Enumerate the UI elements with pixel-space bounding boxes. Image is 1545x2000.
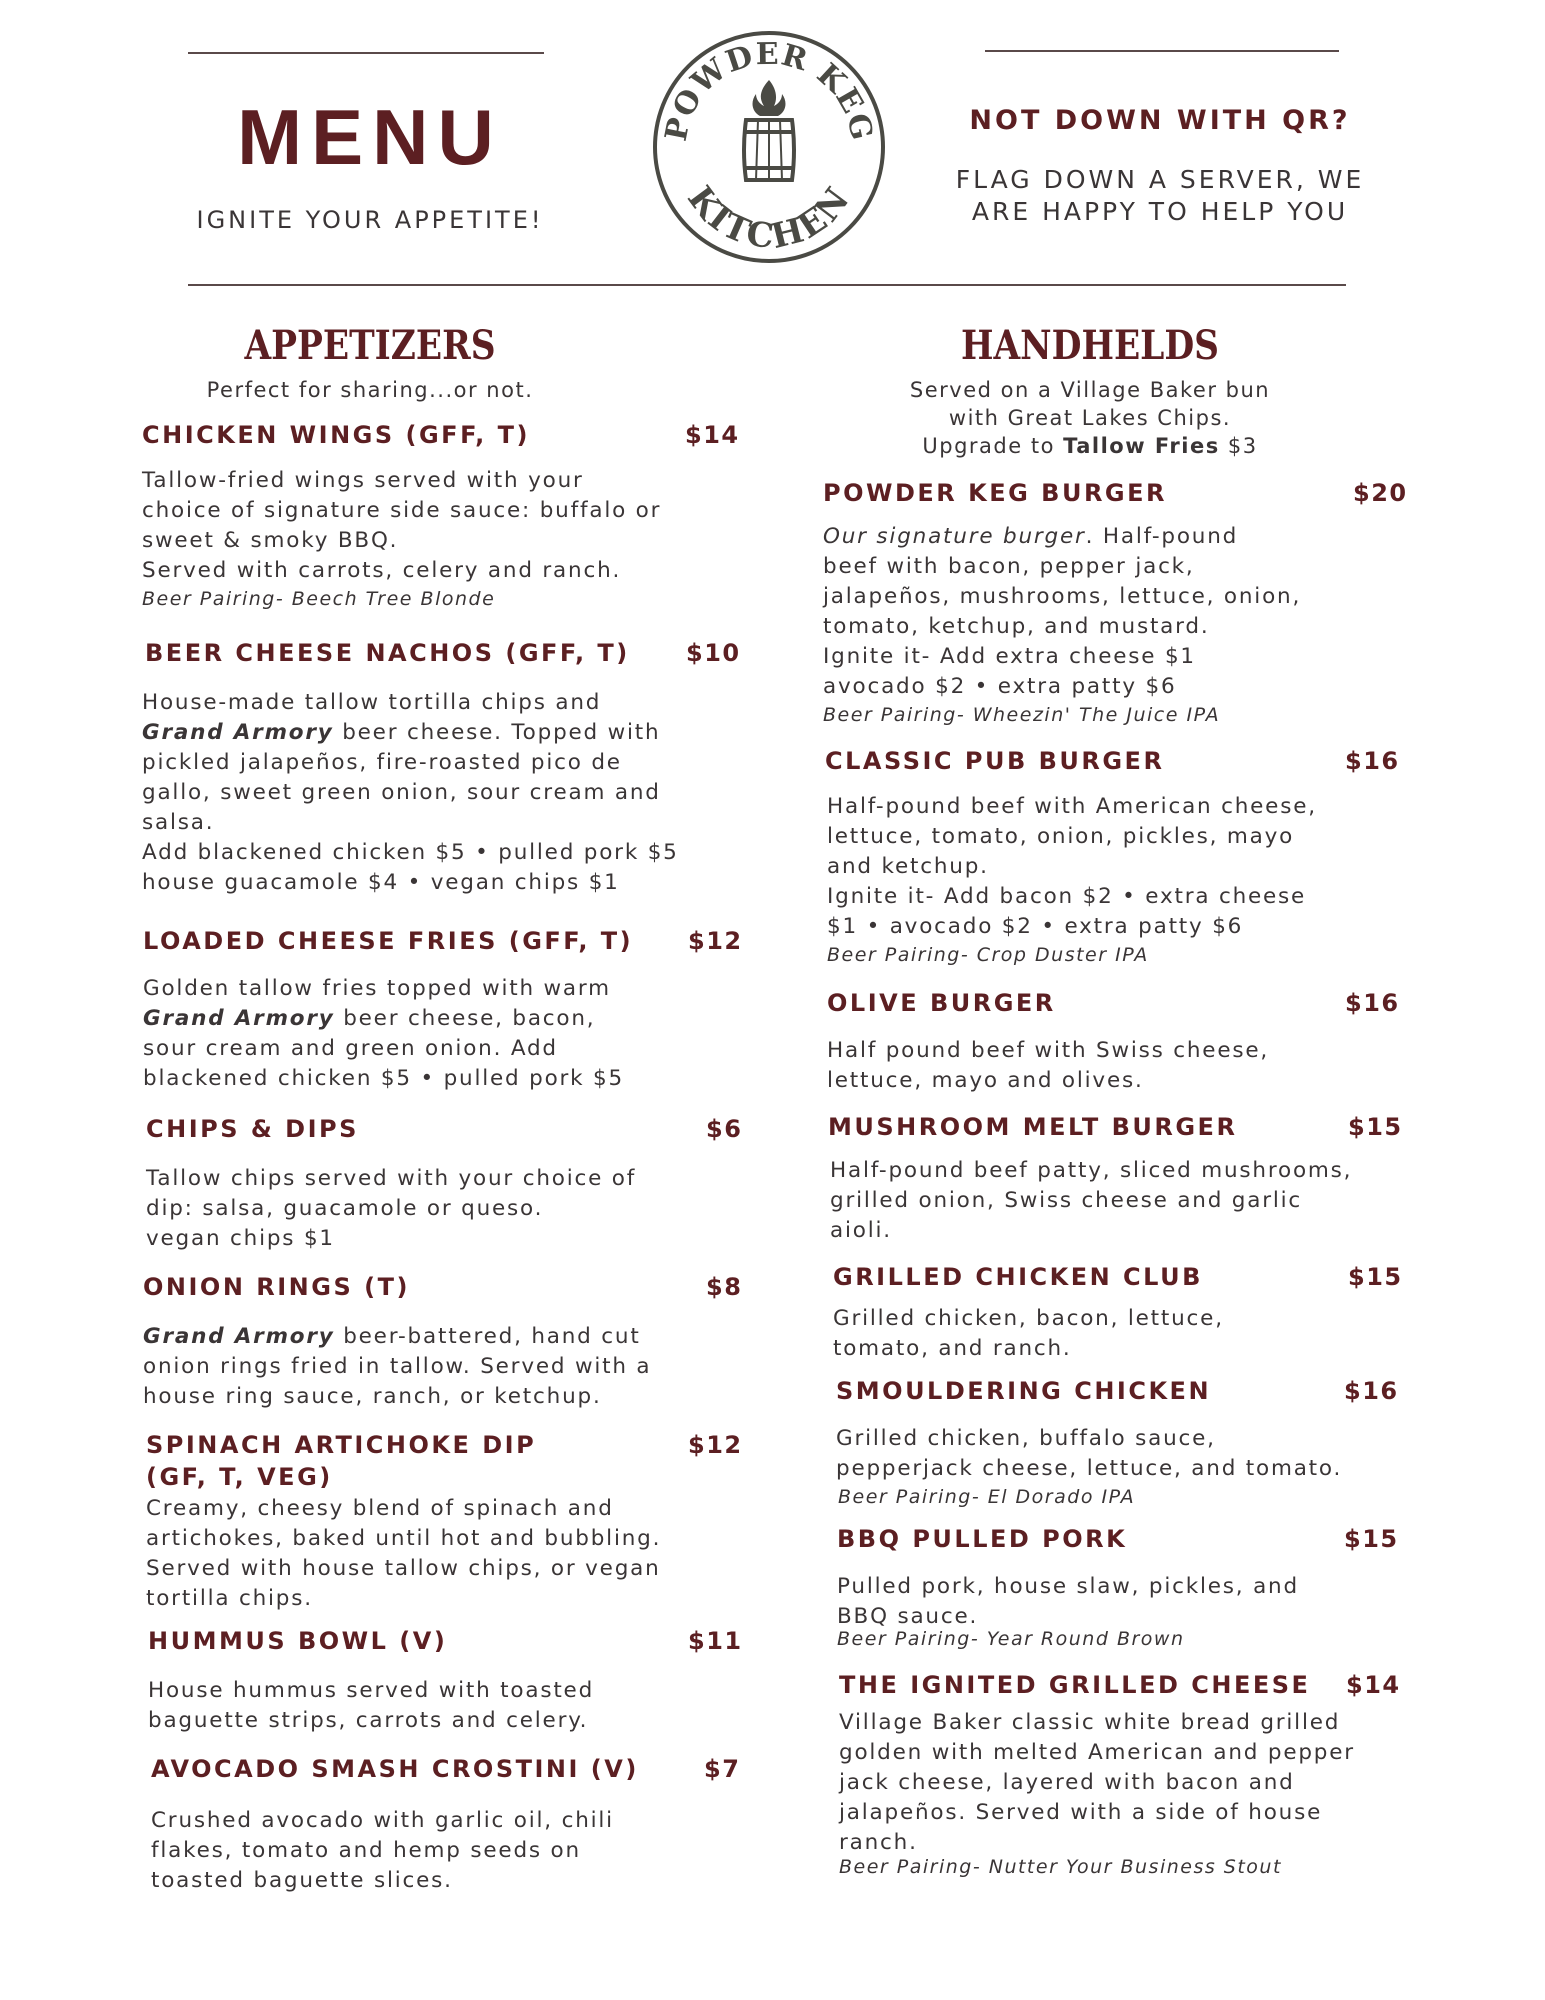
menu-item: [151, 1754, 751, 1896]
item-price: $8: [706, 1273, 743, 1301]
menu-item: [146, 1114, 746, 1254]
logo-top-text: POWDER KEG: [658, 36, 880, 145]
menu-tagline: IGNITE YOUR APPETITE!: [196, 206, 544, 234]
item-name: MUSHROOM MELT BURGER: [828, 1113, 1238, 1141]
item-name: SMOULDERING CHICKEN: [836, 1377, 1212, 1405]
item-description: Tallow-fried wings served with your choice of signature side sauce: buffalo or sweet & smoky BBQ. Served with carrots, celery and ranch.: [142, 468, 662, 583]
item-price: $20: [1353, 479, 1408, 507]
item-description: Grilled chicken, bacon, lettuce, tomato, and ranch.: [833, 1306, 1224, 1361]
item-name: OLIVE BURGER: [827, 989, 1056, 1017]
menu-item: [146, 1430, 746, 1614]
qr-text-line-1: FLAG DOWN A SERVER, WE: [955, 165, 1365, 194]
item-name: HUMMUS BOWL (V): [148, 1627, 448, 1655]
menu-title: MENU: [237, 93, 503, 181]
item-description: House-made tallow tortilla chips and Grand Armory beer cheese. Topped with pickled jalapeños, fire-roasted pico de gallo, sweet green onion, sour cream and salsa. Add blackened chicken $5 • pulled pork $5 house guacamole $4 • vegan chips $1: [142, 690, 679, 895]
item-price: $16: [1345, 989, 1400, 1017]
item-description: Pulled pork, house slaw, pickles, and BBQ sauce.: [837, 1574, 1299, 1629]
menu-item: [148, 1626, 748, 1736]
item-price: $14: [1346, 1671, 1401, 1699]
item-name: CHICKEN WINGS (GFF, T): [142, 421, 530, 449]
item-description: Grand Armory beer-battered, hand cut onion rings fried in tallow. Served with a house ring sauce, ranch, or ketchup.: [143, 1324, 652, 1409]
item-price: $14: [685, 421, 740, 449]
header-rule-bottom: [188, 284, 1346, 286]
item-price: $15: [1348, 1263, 1403, 1291]
item-description: Creamy, cheesy blend of spinach and artichokes, baked until hot and bubbling. Served with house tallow chips, or vegan tortilla chips.: [146, 1496, 662, 1611]
item-price: $15: [1344, 1525, 1399, 1553]
menu-item: [827, 988, 1427, 1096]
qr-text-line-2: ARE HAPPY TO HELP YOU: [971, 197, 1349, 226]
svg-text:KITCHEN: [679, 179, 858, 257]
item-description: Golden tallow fries topped with warm Grand Armory beer cheese, bacon, sour cream and green onion. Add blackened chicken $5 • pulled pork $5: [143, 976, 624, 1091]
item-name: GRILLED CHICKEN CLUB: [833, 1263, 1203, 1291]
item-price: $15: [1348, 1113, 1403, 1141]
item-price: $6: [706, 1115, 743, 1143]
item-price: $12: [688, 927, 743, 955]
qr-heading: NOT DOWN WITH QR?: [969, 105, 1351, 136]
item-name: CHIPS & DIPS: [146, 1115, 359, 1143]
menu-item: [142, 420, 742, 612]
item-name: BBQ PULLED PORK: [837, 1525, 1128, 1553]
item-name: ONION RINGS (T): [143, 1273, 410, 1301]
item-description: Half-pound beef patty, sliced mushrooms, grilled onion, Swiss cheese and garlic aioli.: [830, 1158, 1353, 1243]
appetizers-title: APPETIZERS: [244, 322, 496, 369]
item-price: $7: [704, 1755, 741, 1783]
item-price: $16: [1345, 747, 1400, 775]
header-rule-right: [985, 50, 1339, 52]
menu-item: [143, 926, 743, 1094]
item-price: $16: [1344, 1377, 1399, 1405]
item-description: Tallow chips served with your choice of dip: salsa, guacamole or queso. vegan chips $1: [146, 1166, 637, 1251]
item-description: Our signature burger. Half-pound beef with bacon, pepper jack, jalapeños, mushrooms, lettuce, onion, tomato, ketchup, and mustard. Ignite it- Add extra cheese $1 avocado $2 • extra patty $6: [823, 524, 1302, 699]
beer-pairing: Beer Pairing- Year Round Brown: [837, 1628, 1185, 1650]
item-name: SPINACH ARTICHOKE DIP: [146, 1431, 537, 1459]
beer-pairing: Beer Pairing- El Dorado IPA: [838, 1486, 1136, 1508]
item-description: House hummus served with toasted baguette strips, carrots and celery.: [148, 1678, 595, 1733]
item-description: Half-pound beef with American cheese, lettuce, tomato, onion, pickles, mayo and ketchup. Ignite it- Add bacon $2 • extra cheese $1 • avocado $2 • extra patty $6: [827, 794, 1317, 939]
menu-item: [142, 638, 745, 898]
item-price: $12: [688, 1431, 743, 1459]
beer-pairing: Beer Pairing- Crop Duster IPA: [827, 944, 1149, 966]
menu-item: [143, 1272, 743, 1412]
item-name: AVOCADO SMASH CROSTINI (V): [151, 1755, 639, 1783]
menu-item: [837, 1524, 1437, 1652]
item-description: Half pound beef with Swiss cheese, lettuce, mayo and olives.: [827, 1038, 1270, 1093]
menu-item: [836, 1376, 1436, 1510]
header-rule-left: [188, 52, 544, 54]
logo-bottom-text: KITCHEN: [679, 178, 859, 258]
handhelds-subtitle: Served on a Village Baker bun with Great Lakes Chips. Upgrade to Tallow Fries $3: [909, 378, 1271, 458]
handhelds-title: HANDHELDS: [960, 322, 1220, 369]
item-description: Village Baker classic white bread grilled golden with melted American and pepper jack cheese, layered with bacon and jalapeños. Served with a side of house ranch.: [839, 1710, 1355, 1855]
item-description: Crushed avocado with garlic oil, chili flakes, tomato and hemp seeds on toasted baguette slices.: [151, 1808, 614, 1893]
item-name: BEER CHEESE NACHOS (GFF, T): [145, 639, 630, 667]
item-description: Grilled chicken, buffalo sauce, pepperjack cheese, lettuce, and tomato.: [836, 1426, 1343, 1481]
qr-help-text: [950, 164, 1370, 228]
appetizers-subtitle: Perfect for sharing...or not.: [206, 378, 534, 402]
beer-pairing: Beer Pairing- Nutter Your Business Stout: [839, 1856, 1282, 1878]
menu-item: [839, 1670, 1439, 1880]
item-price: $10: [686, 639, 741, 667]
item-price: $11: [688, 1627, 743, 1655]
item-name: POWDER KEG BURGER: [823, 479, 1167, 507]
beer-pairing: Beer Pairing- Beech Tree Blonde: [142, 588, 496, 610]
item-name-continued: (GF, T, VEG): [146, 1463, 333, 1491]
item-name: THE IGNITED GRILLED CHEESE: [839, 1671, 1311, 1699]
item-name: CLASSIC PUB BURGER: [825, 747, 1165, 775]
powder-keg-kitchen-logo: [650, 28, 888, 266]
item-name: LOADED CHEESE FRIES (GFF, T): [143, 927, 634, 955]
menu-item: [833, 1262, 1433, 1364]
menu-item: [823, 478, 1423, 728]
menu-item: [825, 746, 1425, 968]
barrel-flame-icon: [743, 80, 795, 180]
menu-item: [828, 1112, 1428, 1246]
beer-pairing: Beer Pairing- Wheezin' The Juice IPA: [823, 704, 1221, 726]
